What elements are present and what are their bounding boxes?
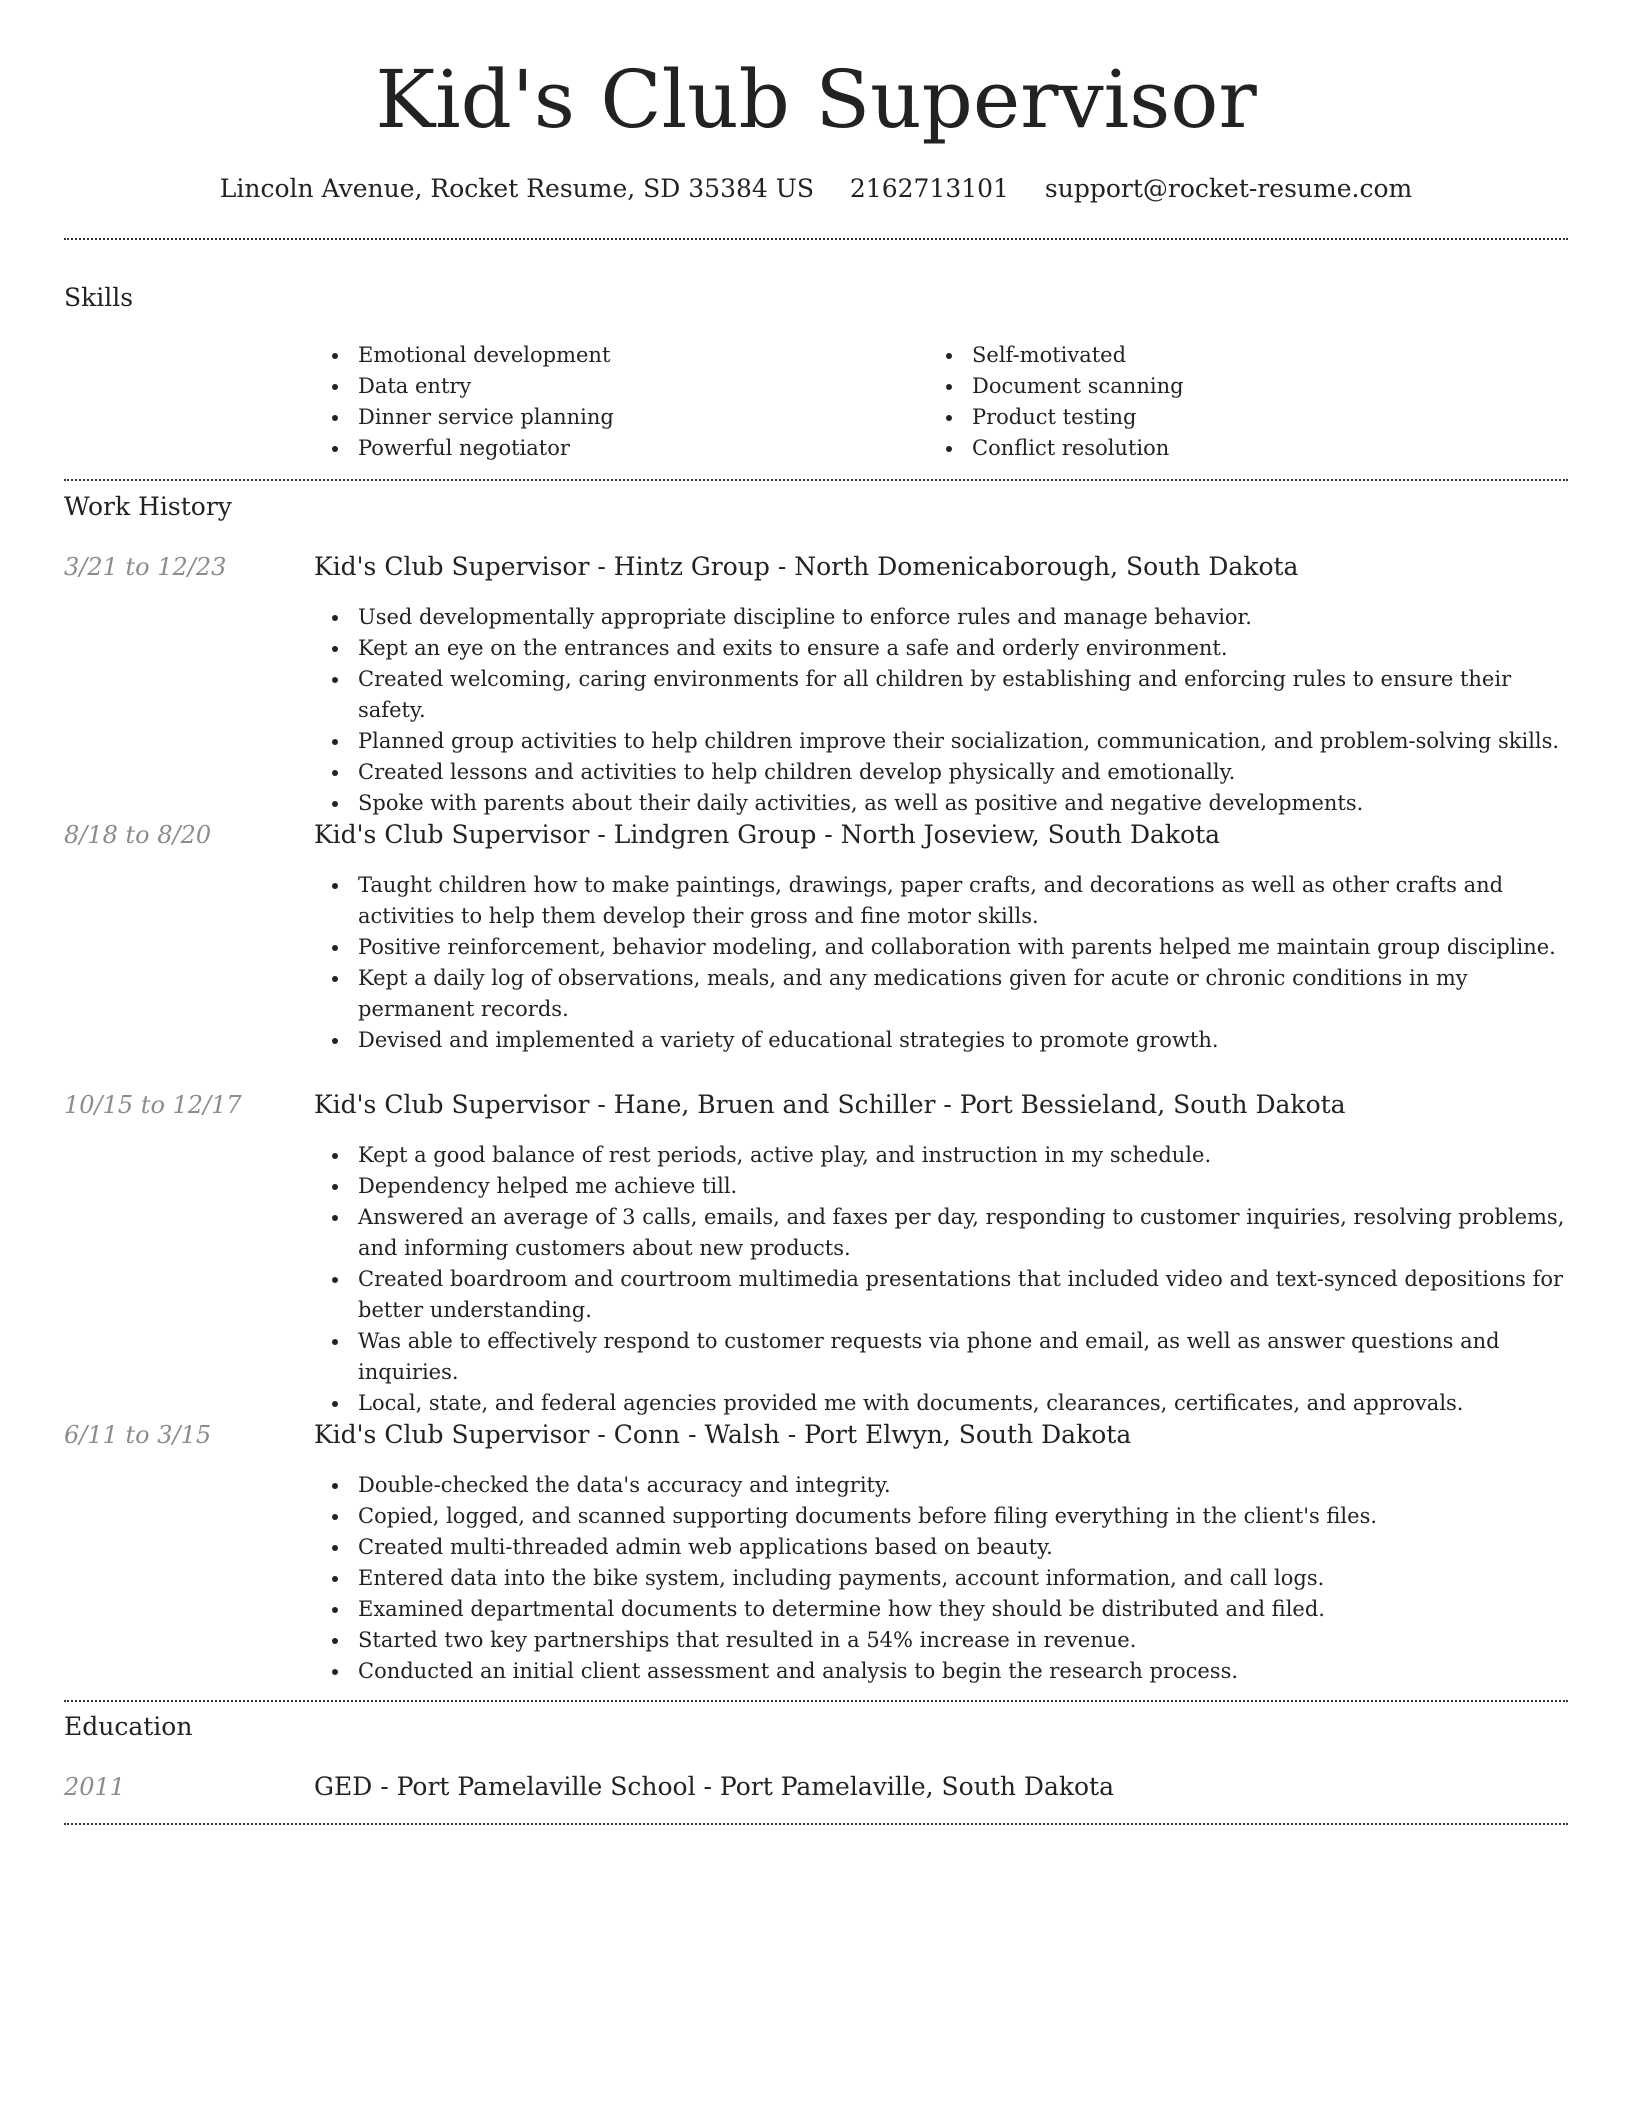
divider — [64, 1700, 1568, 1702]
job-bullet: Entered data into the bike system, including payments, account information, and call logs. — [314, 1563, 1574, 1594]
job-bullet: Planned group activities to help children improve their socialization, communication, and problem-solving skills. — [314, 726, 1574, 757]
education-dates: 2011 — [64, 1773, 126, 1801]
job-dates: 6/11 to 3/15 — [64, 1421, 212, 1449]
section-title-work-history: Work History — [64, 492, 232, 521]
job-bullet: Double-checked the data's accuracy and integrity. — [314, 1470, 1574, 1501]
job-bullet: Created boardroom and courtroom multimedia presentations that included video and text-synced depositions for better understanding. — [314, 1264, 1574, 1326]
job-bullet: Answered an average of 3 calls, emails, and faxes per day, responding to customer inquiries, resolving problems, and informing customers about new products. — [314, 1202, 1574, 1264]
job-bullet: Created welcoming, caring environments for all children by establishing and enforcing rules to ensure their safety. — [314, 664, 1574, 726]
skill-item: Product testing — [928, 402, 1528, 433]
job-bullet: Started two key partnerships that resulted in a 54% increase in revenue. — [314, 1625, 1574, 1656]
job-bullet: Kept a good balance of rest periods, active play, and instruction in my schedule. — [314, 1140, 1574, 1171]
divider — [64, 479, 1568, 481]
section-title-education: Education — [64, 1712, 193, 1741]
skill-item: Self-motivated — [928, 340, 1528, 371]
job-bullet: Examined departmental documents to determine how they should be distributed and filed. — [314, 1594, 1574, 1625]
job-bullet: Created multi-threaded admin web applications based on beauty. — [314, 1532, 1574, 1563]
section-title-skills: Skills — [64, 283, 134, 312]
job-title: Kid's Club Supervisor - Lindgren Group - North Joseview, South Dakota — [314, 820, 1221, 849]
job-bullet: Kept a daily log of observations, meals, and any medications given for acute or chronic conditions in my permanent records. — [314, 963, 1574, 1025]
contact-phone: 2162713101 — [849, 174, 1009, 203]
divider — [64, 1823, 1568, 1825]
education-title: GED - Port Pamelaville School - Port Pamelaville, South Dakota — [314, 1772, 1115, 1801]
job-title: Kid's Club Supervisor - Hane, Bruen and Schiller - Port Bessieland, South Dakota — [314, 1090, 1346, 1119]
candidate-name: Kid's Club Supervisor — [375, 53, 1257, 146]
job-dates: 10/15 to 12/17 — [64, 1091, 242, 1119]
job-bullets — [314, 1470, 1574, 1687]
skill-item: Powerful negotiator — [314, 433, 914, 464]
contact-email: support@rocket-resume.com — [1044, 174, 1413, 203]
job-bullet: Used developmentally appropriate discipline to enforce rules and manage behavior. — [314, 602, 1574, 633]
skill-item: Data entry — [314, 371, 914, 402]
job-bullet: Positive reinforcement, behavior modeling, and collaboration with parents helped me maintain group discipline. — [314, 932, 1574, 963]
skill-item: Emotional development — [314, 340, 914, 371]
job-title: Kid's Club Supervisor - Hintz Group - North Domenicaborough, South Dakota — [314, 552, 1299, 581]
divider — [64, 238, 1568, 240]
job-dates: 8/18 to 8/20 — [64, 821, 212, 849]
skill-item: Conflict resolution — [928, 433, 1528, 464]
job-dates: 3/21 to 12/23 — [64, 553, 227, 581]
contact-address: Lincoln Avenue, Rocket Resume, SD 35384 US — [219, 174, 814, 203]
job-bullet: Kept an eye on the entrances and exits to ensure a safe and orderly environment. — [314, 633, 1574, 664]
job-bullet: Local, state, and federal agencies provided me with documents, clearances, certificates, and approvals. — [314, 1388, 1574, 1419]
job-bullet: Created lessons and activities to help children develop physically and emotionally. — [314, 757, 1574, 788]
contact-line — [0, 172, 1632, 206]
job-bullet: Was able to effectively respond to customer requests via phone and email, as well as answer questions and inquiries. — [314, 1326, 1574, 1388]
job-title: Kid's Club Supervisor - Conn - Walsh - Port Elwyn, South Dakota — [314, 1420, 1132, 1449]
skills-list-left — [314, 340, 914, 464]
job-bullets — [314, 602, 1574, 819]
job-bullets — [314, 870, 1574, 1056]
skills-list-right — [928, 340, 1528, 464]
job-bullet: Taught children how to make paintings, drawings, paper crafts, and decorations as well as other crafts and activities to help them develop their gross and fine motor skills. — [314, 870, 1574, 932]
skill-item: Document scanning — [928, 371, 1528, 402]
skill-item: Dinner service planning — [314, 402, 914, 433]
job-bullet: Copied, logged, and scanned supporting documents before filing everything in the client's files. — [314, 1501, 1574, 1532]
job-bullets — [314, 1140, 1574, 1419]
job-bullet: Conducted an initial client assessment and analysis to begin the research process. — [314, 1656, 1574, 1687]
job-bullet: Dependency helped me achieve till. — [314, 1171, 1574, 1202]
job-bullet: Spoke with parents about their daily activities, as well as positive and negative developments. — [314, 788, 1574, 819]
job-bullet: Devised and implemented a variety of educational strategies to promote growth. — [314, 1025, 1574, 1056]
